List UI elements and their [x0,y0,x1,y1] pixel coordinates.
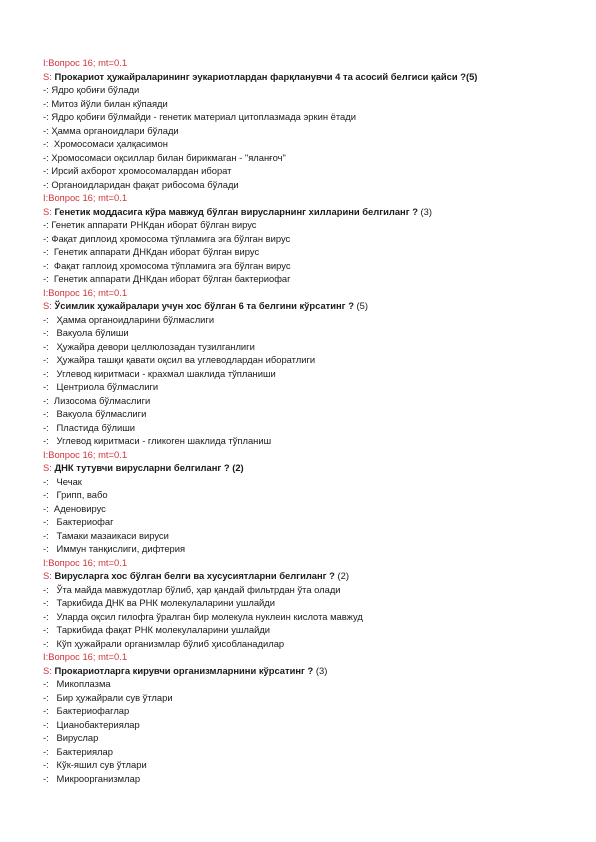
answer-option: -: Генетик аппарати РНКдан иборат бўлган вирус [43,219,257,230]
answer-option: -: Генетик аппарати ДНКдан иборат бўлган бактериофаг [43,273,291,284]
answer-option: -: Кўп ҳужайрали организмлар бўлиб ҳисобланадилар [43,637,285,649]
question-header: I:Вопрос 16; mt=0.1 [43,651,128,662]
answer-option: -: Кўк-яшил сув ўтлари [43,759,147,770]
answer-option: -: Грипп, вабо [43,489,108,500]
answer-option: -: Ўта майда мавжудотлар бўлиб, ҳар қандай фильтрдан ўта олади [43,583,341,595]
answer-option: -: Бактериофаглар [43,705,130,716]
answer-option: -: Аденовирус [43,502,106,514]
question-prefix: S: [43,664,52,676]
question-line [43,299,563,313]
question-answer-count: (2) [334,570,349,581]
question-header: I:Вопрос 16; mt=0.1 [43,556,128,568]
answer-option: -: Бактериофаг [43,516,114,527]
question-answer-count: (5) [353,300,368,311]
question-header: I:Вопрос 16; mt=0.1 [43,192,128,203]
answer-option: -: Лизосома бўлмаслиги [43,394,151,406]
question-block [43,448,563,556]
answer-option: -: Ҳамма органоидларини бўлмаслиги [43,313,215,325]
answer-option: -: Пластида бўлиши [43,421,135,433]
answer-option: -: Митоз йўли билан кўпаяди [43,97,168,109]
question-text: Ўсимлик ҳужайралари учун хос бўлган 6 та белгини кўрсатинг ? [54,300,354,311]
question-block [43,191,563,286]
question-line [43,569,563,583]
answer-option: -: Вакуола бўлиши [43,327,129,338]
question-prefix: S: [43,205,52,217]
answer-option: -: Ҳамма органоидлари бўлади [43,124,179,136]
question-prefix: S: [43,70,52,82]
answer-option: -: Ядро қобиғи бўлмайди - генетик материал цитоплазмада эркин ётади [43,111,356,122]
answer-option: -: Хромосомаси оқсиллар билан бирикмаган - "яланғоч" [43,151,286,163]
answer-option: -: Фақат гаплоид хромосома тўпламига эга бўлган вирус [43,259,291,271]
question-block [43,286,563,448]
document-page [43,56,563,785]
question-header: I:Вопрос 16; mt=0.1 [43,286,128,298]
question-block [43,650,563,785]
answer-option: -: Генетик аппарати ДНКдан иборат бўлган вирус [43,246,260,257]
question-text: Вирусларга хос бўлган белги ва хусусиятларни белгиланг ? [54,570,335,581]
answer-option: -: Бир ҳужайрали сув ўтлари [43,691,173,703]
question-line [43,664,563,678]
answer-option: -: Тамаки мазаикаси вируси [43,529,169,541]
answer-option: -: Ирсий ахборот хромосомалардан иборат [43,165,232,176]
question-line [43,461,563,475]
question-line [43,70,563,84]
question-prefix: S: [43,462,52,473]
question-block [43,556,563,651]
answer-option: -: Углевод киритмаси - крахмал шаклида тўпланиши [43,367,276,379]
question-answer-count: (3) [313,664,328,676]
answer-option: -: Ҳужайра ташқи қавати оқсил ва углеводлардан иборатлиги [43,354,316,365]
answer-option: -: Углевод киритмаси - гликоген шаклида тўпланиш [43,435,272,446]
answer-option: -: Хромосомаси ҳалқасимон [43,138,168,149]
answer-option: -: Иммун танқислиги, дифтерия [43,543,186,554]
answer-option: -: Таркибида ДНК ва РНК молекулаларини ушлайди [43,597,275,608]
question-prefix: S: [43,300,52,311]
answer-option: -: Бактериялар [43,745,113,757]
question-header: I:Вопрос 16; mt=0.1 [43,448,128,460]
answer-option: -: Фақат диплоид хромосома тўпламига эга бўлган вирус [43,232,291,244]
answer-option: -: Вируслар [43,732,99,743]
answer-option: -: Вакуола бўлмаслиги [43,408,147,419]
question-header: I:Вопрос 16; mt=0.1 [43,57,128,68]
answer-option: -: Микроорганизмлар [43,772,141,784]
answer-option: -: Таркибида фақат РНК молекулаларини ушлайди [43,624,271,635]
question-text: Прокариот ҳужайраларининг эукариотлардан фарқланувчи 4 та асосий белгиси қайси ?(5) [54,70,478,82]
question-answer-count: (3) [417,205,432,217]
answer-option: -: Микоплазма [43,678,111,689]
question-text: Прокариотларга кирувчи организмларнини кўрсатинг ? [54,664,314,676]
question-text: ДНК тутувчи вирусларни белгиланг ? (2) [54,462,244,473]
question-line [43,205,563,219]
answer-option: -: Чечак [43,475,82,487]
answer-option: -: Центриола бўлмаслиги [43,381,159,392]
answer-option: -: Цианобактериялар [43,718,140,730]
answer-option: -: Ядро қобиғи бўлади [43,84,140,95]
question-text: Генетик моддасига кўра мавжуд бўлган вирусларнинг хилларини белгиланг ? [54,205,418,217]
question-prefix: S: [43,570,52,581]
question-block [43,56,563,191]
answer-option: -: Уларда оқсил гилофга ўралган бир молекула нуклеин кислота мавжуд [43,610,363,622]
answer-option: -: Органоидларидан фақат рибосома бўлади [43,178,239,190]
answer-option: -: Ҳужайра девори целлюлозадан тузилганлиги [43,340,255,352]
